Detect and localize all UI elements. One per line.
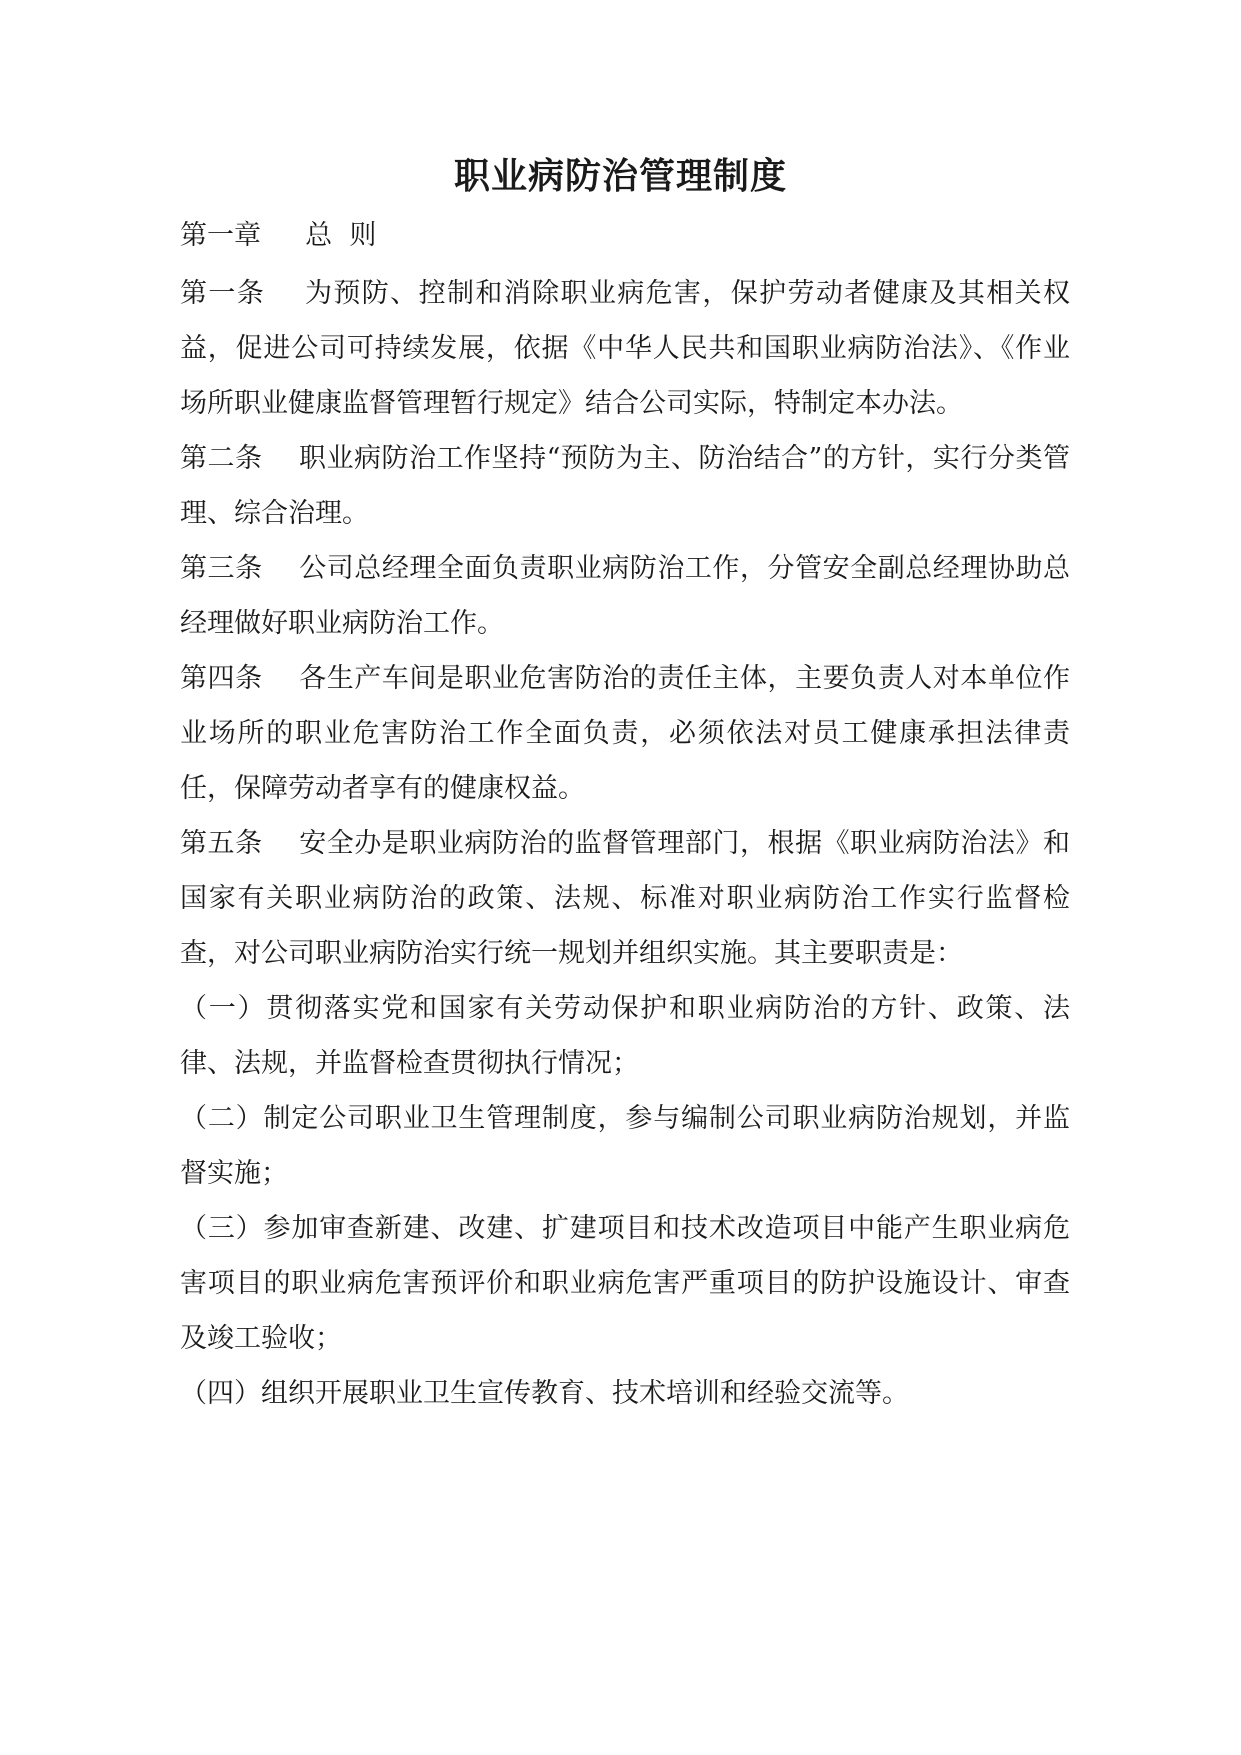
article-number: 第一条 <box>180 278 266 309</box>
article-5 <box>180 816 1070 981</box>
duty-item-4: （四）组织开展职业卫生宣传教育、技术培训和经验交流等。 <box>180 1378 909 1409</box>
article-text: 职业病防治工作坚持“预防为主、防治结合”的方针，实行分类管理、综合治理。 <box>180 443 1070 529</box>
article-4 <box>180 651 1070 816</box>
duty-item-3: （三）参加审查新建、改建、扩建项目和技术改造项目中能产生职业病危害项目的职业病危害预评价和职业病危害严重项目的防护设施设计、审查及竣工验收； <box>180 1213 1070 1354</box>
article-number: 第五条 <box>180 828 263 859</box>
chapter-heading: 第一章 总 则 <box>180 220 377 251</box>
article-2 <box>180 431 1070 541</box>
article-number: 第三条 <box>180 553 263 584</box>
document-body <box>180 266 1070 1421</box>
article-text: 安全办是职业病防治的监督管理部门，根据《职业病防治法》和国家有关职业病防治的政策、法规、标准对职业病防治工作实行监督检查，对公司职业病防治实行统一规划并组织实施。其主要职责是： <box>180 828 1071 969</box>
article-3 <box>180 541 1070 651</box>
article-text: 为预防、控制和消除职业病危害，保护劳动者健康及其相关权益，促进公司可持续发展，依据《中华人民共和国职业病防治法》、《作业场所职业健康监督管理暂行规定》结合公司实际，特制定本办法。 <box>180 278 1071 419</box>
duty-item-1: （一）贯彻落实党和国家有关劳动保护和职业病防治的方针、政策、法律、法规，并监督检查贯彻执行情况； <box>180 993 1070 1079</box>
duty-item-2: （二）制定公司职业卫生管理制度，参与编制公司职业病防治规划，并监督实施； <box>180 1103 1070 1189</box>
article-text: 各生产车间是职业危害防治的责任主体，主要负责人对本单位作业场所的职业危害防治工作全面负责，必须依法对员工健康承担法律责任，保障劳动者享有的健康权益。 <box>180 663 1071 804</box>
article-number: 第二条 <box>180 443 263 474</box>
article-text: 公司总经理全面负责职业病防治工作，分管安全副总经理协助总经理做好职业病防治工作。 <box>180 553 1071 639</box>
article-number: 第四条 <box>180 663 263 694</box>
document-title: 职业病防治管理制度 <box>453 155 787 197</box>
article-1 <box>180 266 1070 431</box>
